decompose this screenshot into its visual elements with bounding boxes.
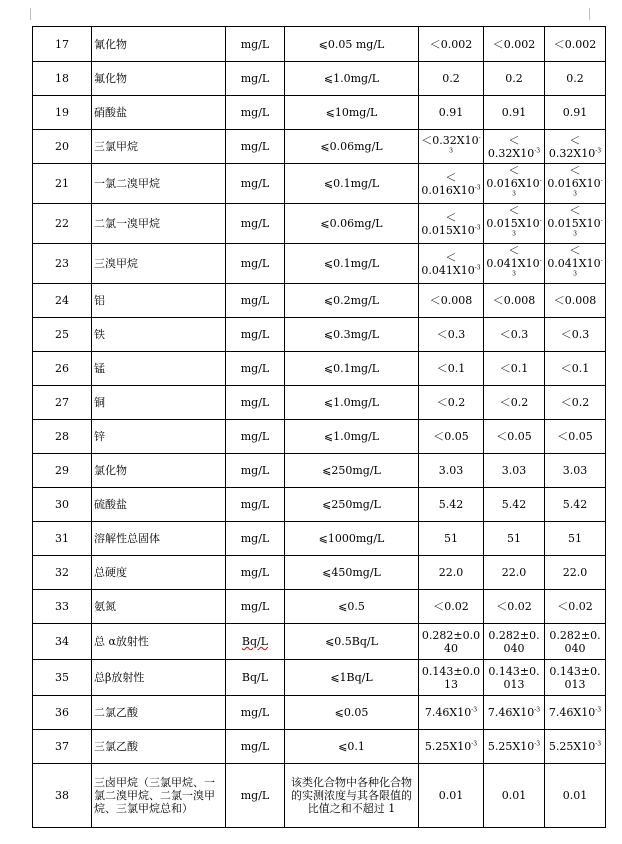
table-row [33, 27, 606, 62]
unit-cell [226, 318, 285, 352]
row-number: 31 [33, 522, 92, 556]
result-2 [484, 130, 545, 164]
unit-text: mg/L [240, 140, 270, 153]
result-1 [419, 730, 484, 764]
unit-text: mg/L [240, 177, 270, 190]
result-3 [545, 764, 606, 828]
result-3 [545, 488, 606, 522]
result-3 [545, 624, 606, 660]
exponent: -3 [573, 177, 603, 198]
limit-value: ⩽0.3mg/L [285, 318, 419, 352]
exponent: -3 [595, 706, 602, 714]
result-1 [419, 660, 484, 696]
less-than-symbol: ＜ [508, 204, 520, 217]
limit-value: ⩽1.0mg/L [285, 420, 419, 454]
unit-text: mg/L [240, 600, 270, 613]
result-2 [484, 660, 545, 696]
row-number: 19 [33, 96, 92, 130]
result-value: 0.041X10 [547, 257, 601, 270]
result-value: 3.03 [501, 464, 527, 477]
exponent: -3 [595, 740, 602, 748]
result-value: 0.01 [501, 789, 527, 802]
row-number: 33 [33, 590, 92, 624]
row-number: 29 [33, 454, 92, 488]
result-value: 51 [507, 532, 521, 545]
result-value: 5.25X10 [487, 740, 535, 753]
limit-value: ⩽0.05 [285, 696, 419, 730]
table-body [33, 27, 606, 828]
result-1 [419, 318, 484, 352]
result-2 [484, 764, 545, 828]
result-value: 0.01 [438, 789, 464, 802]
result-value: ＜0.3 [560, 328, 590, 341]
row-number: 23 [33, 244, 92, 284]
result-value: ＜0.05 [433, 430, 469, 443]
result-value: 5.25X10 [424, 740, 472, 753]
unit-cell [226, 454, 285, 488]
parameter-name: 硝酸盐 [92, 96, 226, 130]
result-value: ＜0.1 [560, 362, 590, 375]
parameter-name: 三氯乙酸 [92, 730, 226, 764]
limit-value: ⩽10mg/L [285, 96, 419, 130]
exponent: -3 [512, 257, 542, 278]
result-value: 0.143±0.013 [549, 664, 601, 691]
result-3 [545, 386, 606, 420]
result-value: ＜0.2 [499, 396, 529, 409]
exponent: -3 [474, 263, 481, 271]
limit-value: ⩽0.5Bq/L [285, 624, 419, 660]
result-1 [419, 420, 484, 454]
table-row [33, 590, 606, 624]
table-row [33, 96, 606, 130]
result-value: 51 [568, 532, 582, 545]
result-2 [484, 284, 545, 318]
result-value: ＜0.02 [496, 600, 532, 613]
result-1 [419, 488, 484, 522]
table-row [33, 624, 606, 660]
page-margin-mark-right [589, 8, 590, 20]
limit-value: ⩽0.5 [285, 590, 419, 624]
table-row [33, 204, 606, 244]
result-3 [545, 730, 606, 764]
result-3 [545, 522, 606, 556]
unit-cell [226, 352, 285, 386]
result-value: ＜0.008 [429, 294, 473, 307]
unit-text: mg/L [240, 257, 270, 270]
result-value: 0.91 [501, 106, 527, 119]
less-than-symbol: ＜ [445, 170, 457, 184]
result-value: 3.03 [562, 464, 588, 477]
unit-cell [226, 522, 285, 556]
table-row [33, 420, 606, 454]
parameter-name: 铝 [92, 284, 226, 318]
result-value: 0.282±0.040 [549, 628, 601, 655]
result-1 [419, 130, 484, 164]
result-2 [484, 318, 545, 352]
result-3 [545, 660, 606, 696]
result-2 [484, 62, 545, 96]
result-value: 0.015X10 [421, 223, 475, 237]
table-row [33, 164, 606, 204]
unit-cell [226, 556, 285, 590]
parameter-name: 二氯乙酸 [92, 696, 226, 730]
result-2 [484, 696, 545, 730]
row-number: 17 [33, 27, 92, 62]
result-value: 0.016X10 [486, 177, 540, 190]
limit-value: ⩽1Bq/L [285, 660, 419, 696]
unit-cell [226, 730, 285, 764]
result-1 [419, 62, 484, 96]
result-3 [545, 590, 606, 624]
result-value: 0.016X10 [547, 177, 601, 190]
result-value: ＜0.1 [436, 362, 466, 375]
result-value: 0.015X10 [486, 217, 540, 230]
table-row [33, 488, 606, 522]
less-than-symbol: ＜ [445, 210, 457, 224]
result-value: ＜0.32X10 [487, 133, 535, 160]
limit-value: ⩽250mg/L [285, 454, 419, 488]
result-value: ＜0.008 [492, 294, 536, 307]
result-value: 7.46X10 [424, 706, 472, 719]
result-value: 3.03 [438, 464, 464, 477]
result-3 [545, 62, 606, 96]
result-value: 0.01 [562, 789, 588, 802]
table-row [33, 318, 606, 352]
unit-text: mg/L [240, 328, 270, 341]
table-row [33, 730, 606, 764]
result-value: 0.041X10 [421, 263, 475, 277]
result-value: 0.015X10 [547, 217, 601, 230]
row-number: 25 [33, 318, 92, 352]
limit-value: ⩽0.1mg/L [285, 352, 419, 386]
page-margin-mark-left [30, 8, 31, 20]
limit-value: ⩽1000mg/L [285, 522, 419, 556]
exponent: -3 [573, 217, 603, 238]
unit-cell [226, 696, 285, 730]
result-1 [419, 244, 484, 284]
result-1 [419, 556, 484, 590]
parameter-name: 溶解性总固体 [92, 522, 226, 556]
result-3 [545, 96, 606, 130]
table-row [33, 660, 606, 696]
result-value: ＜0.2 [560, 396, 590, 409]
parameter-name: 锰 [92, 352, 226, 386]
result-value: ＜0.32X10 [548, 133, 596, 160]
row-number: 24 [33, 284, 92, 318]
result-value: 0.282±0.040 [488, 628, 540, 655]
unit-text: mg/L [240, 37, 270, 51]
limit-value: ⩽1.0mg/L [285, 62, 419, 96]
result-2 [484, 27, 545, 62]
result-value: ＜0.002 [553, 37, 597, 51]
exponent: -3 [534, 740, 541, 748]
result-2 [484, 730, 545, 764]
parameter-name: 总 α放射性 [92, 624, 226, 660]
table-row [33, 556, 606, 590]
unit-text: mg/L [240, 740, 270, 753]
unit-cell [226, 488, 285, 522]
result-1 [419, 27, 484, 62]
less-than-symbol: ＜ [445, 250, 457, 264]
result-2 [484, 164, 545, 204]
row-number: 35 [33, 660, 92, 696]
parameter-name: 锌 [92, 420, 226, 454]
unit-cell [226, 764, 285, 828]
result-2 [484, 386, 545, 420]
row-number: 34 [33, 624, 92, 660]
result-value: 0.2 [566, 72, 584, 85]
exponent: -3 [573, 257, 603, 278]
result-value: ＜0.02 [557, 600, 593, 613]
row-number: 32 [33, 556, 92, 590]
exponent: -3 [471, 740, 478, 748]
limit-value: ⩽0.06mg/L [285, 204, 419, 244]
unit-cell [226, 62, 285, 96]
unit-text: mg/L [240, 532, 270, 545]
result-value: 22.0 [501, 566, 527, 579]
limit-value: ⩽0.2mg/L [285, 284, 419, 318]
table-row [33, 386, 606, 420]
result-value: 5.42 [501, 498, 527, 511]
row-number: 20 [33, 130, 92, 164]
result-value: ＜0.32X10 [421, 133, 479, 147]
result-1 [419, 590, 484, 624]
parameter-name: 二氯一溴甲烷 [92, 204, 226, 244]
result-1 [419, 284, 484, 318]
result-value: 0.143±0.013 [421, 664, 481, 691]
result-2 [484, 420, 545, 454]
parameter-name: 氨氮 [92, 590, 226, 624]
result-value: 0.143±0.013 [488, 664, 540, 691]
result-value: 0.282±0.040 [421, 628, 481, 655]
parameter-name: 总硬度 [92, 556, 226, 590]
result-3 [545, 164, 606, 204]
unit-text: mg/L [240, 464, 270, 477]
exponent: -3 [474, 183, 481, 191]
result-3 [545, 27, 606, 62]
table-row [33, 62, 606, 96]
result-value: 0.041X10 [486, 257, 540, 270]
row-number: 36 [33, 696, 92, 730]
result-value: 22.0 [562, 566, 588, 579]
result-value: 5.25X10 [548, 740, 596, 753]
exponent: -3 [474, 223, 481, 231]
unit-cell [226, 386, 285, 420]
result-1 [419, 352, 484, 386]
unit-text: mg/L [240, 217, 270, 230]
result-3 [545, 454, 606, 488]
unit-text: mg/L [240, 789, 270, 802]
table-row [33, 284, 606, 318]
parameter-name: 总β放射性 [92, 660, 226, 696]
result-value: 5.42 [438, 498, 464, 511]
table-row [33, 244, 606, 284]
result-3 [545, 556, 606, 590]
result-2 [484, 244, 545, 284]
limit-value: ⩽0.06mg/L [285, 130, 419, 164]
unit-text: mg/L [240, 362, 270, 375]
result-1 [419, 204, 484, 244]
result-3 [545, 244, 606, 284]
exponent: -3 [534, 146, 541, 154]
result-2 [484, 96, 545, 130]
parameter-name: 铜 [92, 386, 226, 420]
result-3 [545, 130, 606, 164]
unit-cell [226, 27, 285, 62]
result-value: ＜0.1 [499, 362, 529, 375]
result-value: 7.46X10 [548, 706, 596, 719]
limit-value: ⩽0.1 [285, 730, 419, 764]
result-value: ＜0.05 [496, 430, 532, 443]
less-than-symbol: ＜ [569, 164, 581, 177]
unit-cell [226, 590, 285, 624]
unit-cell [226, 420, 285, 454]
result-value: 5.42 [562, 498, 588, 511]
exponent: -3 [512, 177, 542, 198]
result-value: ＜0.3 [499, 328, 529, 341]
parameter-name: 氯化物 [92, 454, 226, 488]
result-1 [419, 624, 484, 660]
result-value: ＜0.008 [553, 294, 597, 307]
result-2 [484, 624, 545, 660]
limit-value: 该类化合物中各种化合物的实测浓度与其各限值的比值之和不超过 1 [285, 764, 419, 828]
less-than-symbol: ＜ [569, 244, 581, 257]
table-row [33, 764, 606, 828]
result-2 [484, 590, 545, 624]
table-row [33, 696, 606, 730]
unit-text: mg/L [240, 566, 270, 579]
exponent: -3 [471, 706, 478, 714]
unit-cell [226, 130, 285, 164]
result-2 [484, 556, 545, 590]
result-value: 0.2 [505, 72, 523, 85]
unit-text: mg/L [240, 706, 270, 719]
row-number: 27 [33, 386, 92, 420]
result-2 [484, 454, 545, 488]
exponent: -3 [512, 217, 542, 238]
result-value: 22.0 [438, 566, 464, 579]
exponent: -3 [595, 146, 602, 154]
unit-text: Bq/L [241, 671, 269, 684]
page-corner-marks [0, 0, 622, 20]
unit-text: mg/L [240, 106, 270, 119]
result-value: ＜0.3 [436, 328, 466, 341]
result-1 [419, 386, 484, 420]
parameter-name: 硫酸盐 [92, 488, 226, 522]
unit-cell [226, 660, 285, 696]
result-value: 0.2 [442, 72, 460, 85]
unit-text: mg/L [240, 498, 270, 511]
result-2 [484, 352, 545, 386]
limit-value: ⩽0.05 mg/L [285, 27, 419, 62]
unit-cell [226, 284, 285, 318]
parameter-name: 一氯二溴甲烷 [92, 164, 226, 204]
less-than-symbol: ＜ [508, 244, 520, 257]
water-quality-table [32, 26, 606, 828]
result-value: ＜0.002 [492, 37, 536, 51]
unit-cell [226, 204, 285, 244]
unit-text: mg/L [240, 294, 270, 307]
less-than-symbol: ＜ [569, 204, 581, 217]
exponent: -3 [534, 706, 541, 714]
parameter-name: 三氯甲烷 [92, 130, 226, 164]
limit-value: ⩽1.0mg/L [285, 386, 419, 420]
result-1 [419, 696, 484, 730]
result-value: ＜0.02 [433, 600, 469, 613]
row-number: 18 [33, 62, 92, 96]
unit-cell [226, 164, 285, 204]
row-number: 38 [33, 764, 92, 828]
limit-value: ⩽0.1mg/L [285, 164, 419, 204]
unit-cell [226, 244, 285, 284]
result-2 [484, 522, 545, 556]
exponent: -3 [449, 133, 481, 154]
limit-value: ⩽0.1mg/L [285, 244, 419, 284]
result-value: 51 [444, 532, 458, 545]
row-number: 21 [33, 164, 92, 204]
table-row [33, 130, 606, 164]
row-number: 22 [33, 204, 92, 244]
limit-value: ⩽450mg/L [285, 556, 419, 590]
unit-cell [226, 96, 285, 130]
less-than-symbol: ＜ [508, 164, 520, 177]
unit-text: mg/L [240, 430, 270, 443]
unit-text: Bq/L [241, 635, 269, 648]
result-1 [419, 96, 484, 130]
table-row [33, 522, 606, 556]
result-1 [419, 454, 484, 488]
result-2 [484, 488, 545, 522]
result-3 [545, 204, 606, 244]
result-3 [545, 284, 606, 318]
parameter-name: 氰化物 [92, 27, 226, 62]
result-value: ＜0.2 [436, 396, 466, 409]
unit-cell [226, 624, 285, 660]
result-3 [545, 352, 606, 386]
result-value: 0.91 [562, 106, 588, 119]
result-value: ＜0.05 [557, 430, 593, 443]
row-number: 28 [33, 420, 92, 454]
row-number: 37 [33, 730, 92, 764]
result-3 [545, 318, 606, 352]
unit-text: mg/L [240, 72, 270, 85]
result-3 [545, 420, 606, 454]
table-row [33, 454, 606, 488]
parameter-name: 三溴甲烷 [92, 244, 226, 284]
parameter-name: 三卤甲烷（三氯甲烷、一氯二溴甲烷、二氯一溴甲烷、三氯甲烷总和） [92, 764, 226, 828]
result-1 [419, 764, 484, 828]
result-1 [419, 522, 484, 556]
unit-text: mg/L [240, 396, 270, 409]
limit-value: ⩽250mg/L [285, 488, 419, 522]
parameter-name: 氟化物 [92, 62, 226, 96]
result-1 [419, 164, 484, 204]
result-value: ＜0.002 [429, 37, 473, 51]
table-row [33, 352, 606, 386]
result-3 [545, 696, 606, 730]
row-number: 30 [33, 488, 92, 522]
result-2 [484, 204, 545, 244]
result-value: 7.46X10 [487, 706, 535, 719]
row-number: 26 [33, 352, 92, 386]
parameter-name: 铁 [92, 318, 226, 352]
result-value: 0.016X10 [421, 183, 475, 197]
result-value: 0.91 [438, 106, 464, 119]
